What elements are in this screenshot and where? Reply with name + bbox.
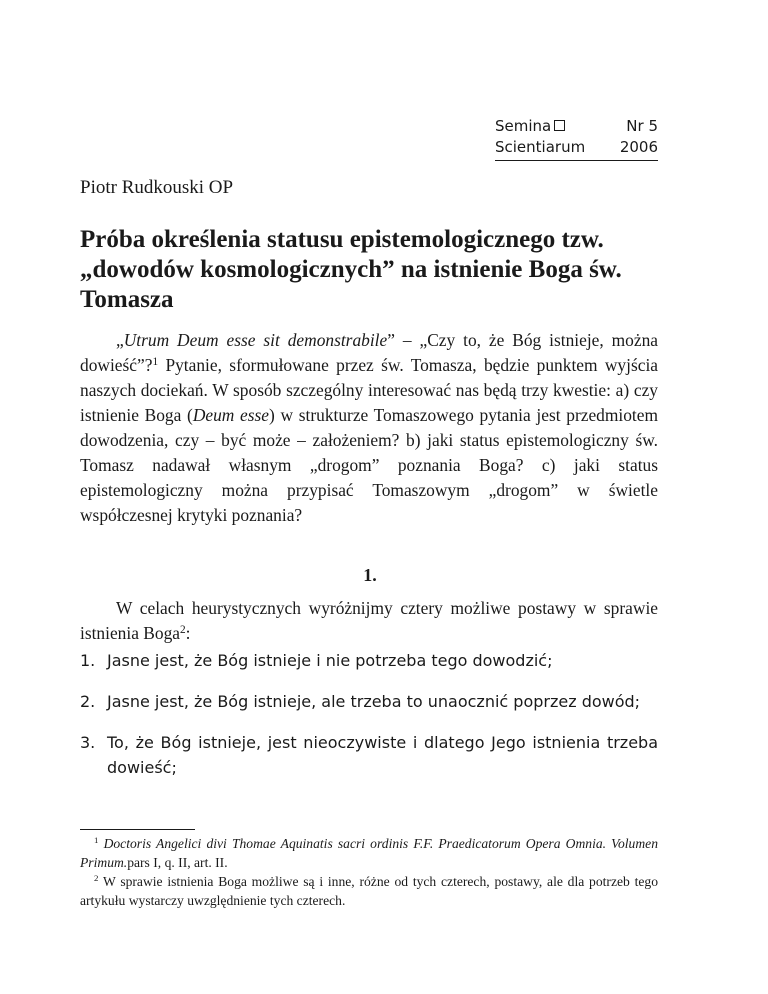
list-item-number: 2. <box>80 692 96 711</box>
journal-year: 2006 <box>619 138 658 156</box>
list-item-text: Jasne jest, że Bóg istnieje, ale trzeba to unaocznić poprzez dowód; <box>107 692 641 711</box>
intro-paragraph <box>80 596 658 646</box>
section-heading: 1. <box>363 565 377 585</box>
intro <box>80 596 658 646</box>
list-item-text: To, że Bóg istnieje, jest nieoczywiste i dlatego Jego istnienia trzeba dowieść; <box>107 733 658 777</box>
latin-deum-esse: Deum esse <box>192 405 270 425</box>
journal-number: Nr 5 <box>626 117 658 135</box>
latin-question: Utrum Deum esse sit demonstrabile <box>123 330 388 350</box>
footnote-1 <box>80 834 658 872</box>
footnote-2-mark: 2 <box>94 873 99 884</box>
abstract-part3: ) w strukturze Tomaszowego pytania jest przedmiotem dowodzenia, czy – być może – założeniem? b) jaki status epistemologiczny św. Tomasz nadawał własnym „drogom” poznania Boga? c) jaki status epistemologiczny można przypisać Tomaszowym „drogom” w świetle współczesnej krytyki poznania? <box>80 405 659 525</box>
list-item <box>80 730 658 780</box>
footnote-ref-1[interactable]: 1 <box>152 355 159 368</box>
footnote-1-italic: Doctoris Angelici divi Thomae Aquinatis sacri ordinis F.F. Praedicatorum Opera Omnia. Volumen Primum. <box>80 836 658 870</box>
open-quote: „ <box>116 330 124 350</box>
author-name: Piotr Rudkouski OP <box>80 177 234 198</box>
footnote-2-text: W sprawie istnienia Boga możliwe są i inne, różne od tych czterech, postawy, ale dla potrzeb tego artykułu wystarczy uwzględnienie tych czterech. <box>80 874 658 908</box>
footnote-1-mark: 1 <box>94 835 99 846</box>
header-rule <box>495 160 658 161</box>
attitudes-list <box>80 648 658 796</box>
footnote-rule <box>80 829 195 830</box>
abstract <box>80 328 658 528</box>
square-icon <box>554 120 565 131</box>
journal-header <box>495 116 658 161</box>
footnote-2 <box>80 872 658 910</box>
list-item <box>80 689 658 714</box>
footnotes <box>80 834 658 910</box>
article-title: Próba określenia statusu epistemologicznego tzw. „dowodów kosmologicznych” na istnienie Boga św. Tomasza <box>80 226 622 313</box>
abstract-part1: ” – „Czy to, że Bóg istnieje, można dowieść”? <box>80 330 658 375</box>
footnote-1-text: pars I, q. II, art. II. <box>127 855 228 870</box>
footnote-ref-2[interactable]: 2 <box>179 623 186 636</box>
journal-info-table <box>495 116 658 158</box>
list-item-number: 3. <box>80 733 96 752</box>
journal-name-line1: Semina <box>495 117 552 135</box>
journal-name-line2: Scientiarum <box>495 138 586 156</box>
abstract-part2: Pytanie, sformułowane przez św. Tomasza, będzie punktem wyjścia naszych dociekań. W sposób szczególny interesować nas będą trzy kwestie: a) czy istnienie Boga ( <box>80 355 658 425</box>
abstract-paragraph <box>80 328 658 528</box>
list-item-text: Jasne jest, że Bóg istnieje i nie potrzeba tego dowodzić; <box>107 651 553 670</box>
journal-name-cell <box>495 116 610 137</box>
intro-tail: : <box>185 623 191 643</box>
intro-text: W celach heurystycznych wyróżnijmy cztery możliwe postawy w sprawie istnienia Boga <box>80 598 658 643</box>
list-item-number: 1. <box>80 651 96 670</box>
list-item <box>80 648 658 673</box>
